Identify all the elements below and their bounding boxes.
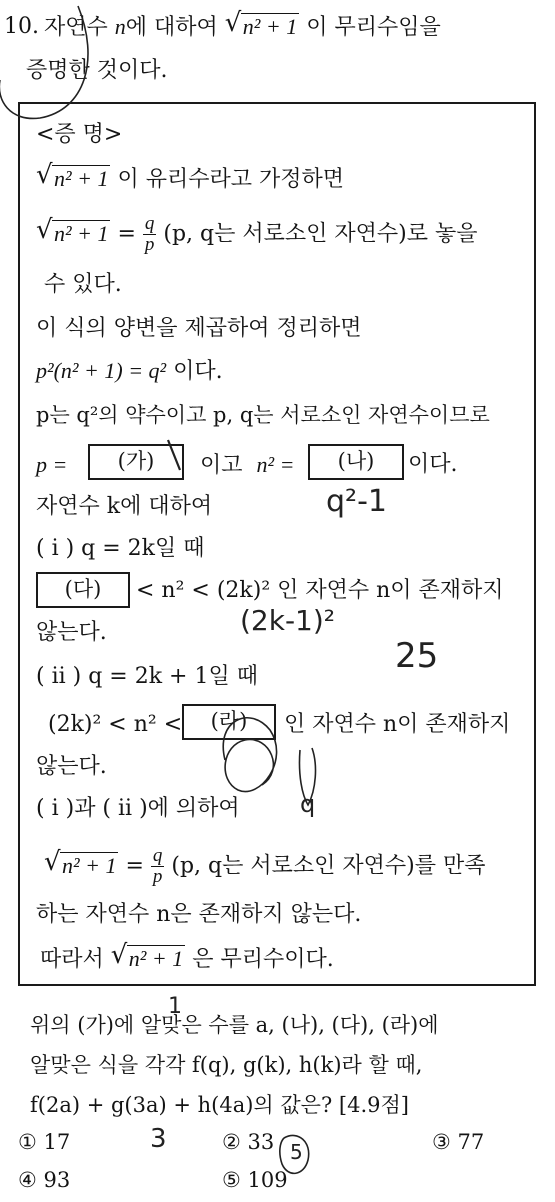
handwritten-note-na: q²-1 bbox=[326, 484, 387, 519]
choice-value: 109 bbox=[247, 1168, 288, 1192]
sqrt-expression: √ n² + 1 bbox=[110, 940, 184, 971]
sqrt-expression: √ n² + 1 bbox=[36, 160, 109, 191]
choice-mark: ② bbox=[222, 1130, 241, 1154]
choice-value: 33 bbox=[247, 1130, 275, 1154]
proof-line-7-end: 이다. bbox=[408, 452, 458, 477]
handwritten-note-5: 5 bbox=[290, 1140, 303, 1164]
question-line-2: 알맞은 식을 각각 f(q), g(k), h(k)라 할 때, bbox=[30, 1053, 423, 1077]
blank-da-box: (다) bbox=[36, 572, 130, 608]
problem-number: 10. bbox=[4, 14, 39, 39]
choice-value: 17 bbox=[43, 1130, 71, 1154]
statement-sqrt: √ n² + 1 bbox=[224, 8, 298, 39]
question-line-1: 위의 (가)에 알맞은 수를 a, (나), (다), (라)에 bbox=[30, 1013, 439, 1037]
proof-line-18: 따라서 √ n² + 1 은 무리수이다. bbox=[40, 940, 334, 972]
choice-3[interactable] bbox=[432, 1130, 484, 1154]
statement-text: 자연수 bbox=[44, 15, 108, 40]
proof-line-12: ( ii ) q = 2k + 1일 때 bbox=[36, 664, 258, 689]
proof-line-13a: (2k)² < n² < bbox=[48, 712, 183, 737]
statement-var: n bbox=[114, 14, 126, 39]
choice-mark: ⑤ bbox=[222, 1168, 241, 1192]
proof-line-6: p는 q²의 약수이고 p, q는 서로소인 자연수이므로 bbox=[36, 403, 490, 427]
proof-line-5: p²(n² + 1) = q² 이다. bbox=[36, 358, 223, 384]
choice-mark: ③ bbox=[432, 1130, 451, 1154]
statement-text: 이 무리수임을 bbox=[306, 15, 441, 40]
proof-line-14: 않는다. bbox=[36, 754, 107, 779]
proof-line-15: ( i )과 ( ii )에 의하여 bbox=[36, 796, 240, 821]
proof-line-3: 수 있다. bbox=[44, 272, 122, 297]
proof-line-16: √ n² + 1 = $\frac{q}{p}$ (p, q는 서로소인 자연수)를 만족 bbox=[44, 845, 486, 887]
proof-line-13b: 인 자연수 n이 존재하지 bbox=[284, 712, 511, 737]
fraction-q-over-p: $\frac{q}{p}$ bbox=[144, 213, 155, 255]
proof-line-4: 이 식의 양변을 제곱하여 정리하면 bbox=[36, 316, 362, 341]
choice-mark: ① bbox=[18, 1130, 37, 1154]
choice-1[interactable] bbox=[18, 1130, 70, 1154]
fraction-q-over-p: $\frac{q}{p}$ bbox=[152, 845, 163, 887]
proof-line-10: < n² < (2k)² 인 자연수 n이 존재하지 bbox=[136, 578, 504, 603]
problem-statement-line1 bbox=[44, 8, 441, 41]
proof-header: <증 명> bbox=[36, 122, 123, 147]
question-line-3: f(2a) + g(3a) + h(4a)의 값은? [4.9점] bbox=[30, 1093, 409, 1117]
proof-line-2: √ n² + 1 = $\frac{q}{p}$ (p, q는 서로소인 자연수)로 놓을 bbox=[36, 213, 478, 255]
sqrt-expression: √ n² + 1 bbox=[44, 846, 117, 878]
proof-line-8: 자연수 k에 대하여 bbox=[36, 494, 213, 519]
blank-ra-box: (라) bbox=[182, 704, 276, 740]
handwritten-note-25: 25 bbox=[395, 636, 439, 676]
handwritten-note-da: (2k-1)² bbox=[240, 604, 336, 637]
handwritten-note-1: 1 bbox=[168, 994, 182, 1019]
proof-line-1: √ n² + 1 이 유리수라고 가정하면 bbox=[36, 160, 344, 192]
choice-value: 93 bbox=[43, 1168, 71, 1192]
choice-value: 77 bbox=[457, 1130, 485, 1154]
blank-ga-box: (가) bbox=[88, 444, 184, 480]
choice-5[interactable] bbox=[222, 1168, 288, 1192]
blank-na-box: (나) bbox=[308, 444, 404, 480]
proof-line-17: 하는 자연수 n은 존재하지 않는다. bbox=[36, 902, 362, 927]
handwritten-note-3: 3 bbox=[150, 1124, 167, 1154]
choice-mark: ④ bbox=[18, 1168, 37, 1192]
proof-line-7-mid: 이고 n² = bbox=[200, 452, 295, 478]
handwritten-note-q: q bbox=[300, 790, 316, 818]
statement-text: 에 대하여 bbox=[125, 15, 218, 40]
choice-2[interactable] bbox=[222, 1130, 274, 1154]
proof-line-9: ( i ) q = 2k일 때 bbox=[36, 536, 205, 561]
proof-line-11: 않는다. bbox=[36, 620, 107, 645]
sqrt-expression: √ n² + 1 bbox=[36, 214, 109, 246]
problem-statement-line2: 증명한 것이다. bbox=[26, 58, 168, 83]
choice-4[interactable] bbox=[18, 1168, 70, 1192]
proof-line-7: p = bbox=[36, 452, 68, 477]
